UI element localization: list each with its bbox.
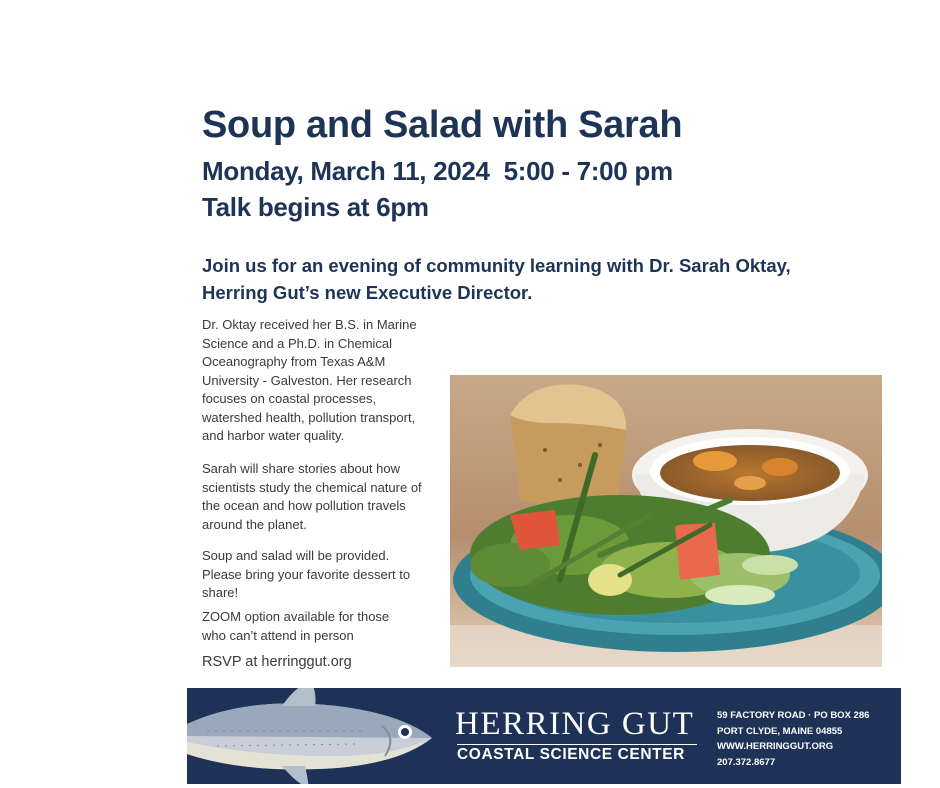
food-paragraph [202,547,442,603]
stories-paragraph [202,460,442,534]
bio-line: University - Galveston. Her research [202,372,412,388]
soup-salad-photo [450,375,882,667]
zoom-line: ZOOM option available for those [202,609,390,624]
bio-line: and harbor water quality. [202,428,345,443]
contact-address: 59 FACTORY ROAD · PO BOX 286 [717,710,870,721]
rsvp-link[interactable]: RSVP at herringgut.org [202,654,352,670]
bio-line: watershed health, pollution transport, [202,409,416,425]
contact-city: PORT CLYDE, MAINE 04855 [717,725,843,737]
bio-line: focuses on coastal processes, [202,391,377,406]
stories-line: the ocean and how pollution travels [202,498,406,513]
zoom-paragraph [202,608,442,645]
event-title: Soup and Salad with Sarah [202,104,683,146]
food-line: Please bring your favorite dessert to [202,566,411,582]
zoom-line: who can’t attend in person [202,627,354,643]
contact-info [717,708,869,770]
intro-line: Herring Gut’s new Executive Director. [202,282,533,303]
brand-tagline: COASTAL SCIENCE CENTER [457,746,685,763]
stories-line: around the planet. [202,516,307,532]
bio-line: Dr. Oktay received her B.S. in Marine [202,317,417,332]
stories-line: scientists study the chemical nature of [202,479,422,495]
stories-line: Sarah will share stories about how [202,461,400,476]
bio-line: Oceanography from Texas A&M [202,354,386,369]
bio-paragraph [202,316,442,446]
footer-banner [187,688,901,784]
contact-website[interactable]: WWW.HERRINGGUT.ORG [717,741,834,752]
talk-time: Talk begins at 6pm [202,192,429,222]
food-line: Soup and salad will be provided. [202,548,390,563]
brand-divider [457,744,697,745]
herring-fish-icon [187,688,447,784]
event-date-time: Monday, March 11, 2024 5:00 - 7:00 pm [202,156,673,186]
intro-line: Join us for an evening of community learning with Dr. Sarah Oktay, [202,255,791,276]
intro-heading [202,252,892,306]
contact-phone: 207.372.8677 [717,756,776,768]
bio-line: Science and a Ph.D. in Chemical [202,335,393,351]
food-line: share! [202,585,239,600]
brand-name: HERRING GUT [455,706,695,742]
